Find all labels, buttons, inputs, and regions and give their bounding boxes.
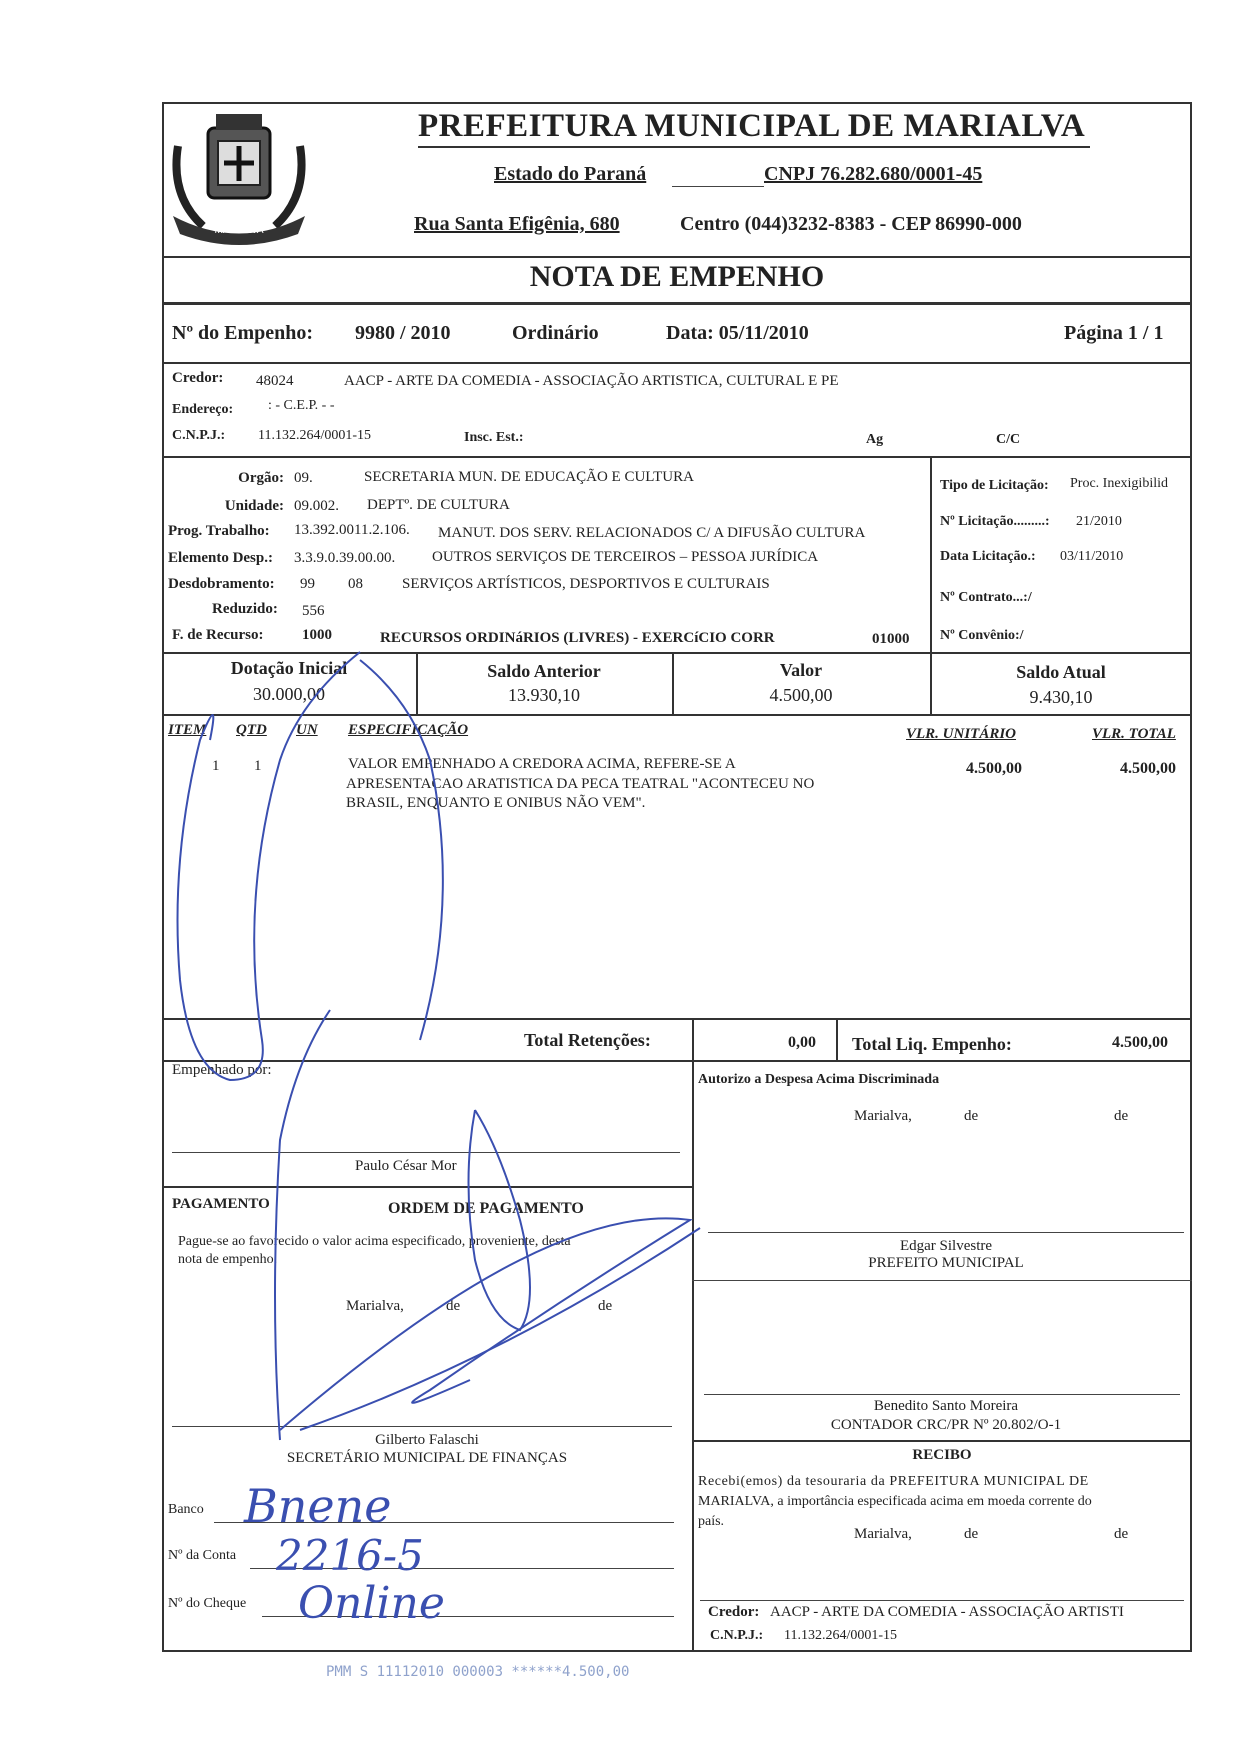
col-vlr-unitario: VLR. UNITÁRIO (906, 726, 1017, 742)
reduzido-label: Reduzido: (212, 601, 278, 617)
empenhado-label: Empenhado por: (172, 1062, 272, 1078)
orgao-label: Orgão: (238, 470, 284, 486)
item-vlr-unitario: 4.500,00 (966, 760, 1022, 777)
orgao-code: 09. (294, 470, 313, 486)
saldo-anterior-label: Saldo Anterior (487, 661, 601, 681)
state-label: Estado do Paraná (494, 163, 647, 185)
page-title: PREFEITURA MUNICIPAL DE MARIALVA (418, 108, 1086, 144)
address-label: Rua Santa Efigênia, 680 (414, 213, 620, 235)
unidade-code: 09.002. (294, 498, 339, 514)
orgao-name: SECRETARIA MUN. DE EDUCAÇÃO E CULTURA (364, 469, 694, 485)
desdobramento-sub: 08 (348, 576, 363, 592)
insc-est-label: Insc. Est.: (464, 430, 524, 445)
recibo-de: de (964, 1526, 979, 1542)
pagamento-de: de (598, 1298, 613, 1314)
contador-title: CONTADOR CRC/PR Nº 20.802/O-1 (830, 1417, 1062, 1433)
contador-name: Benedito Santo Moreira (873, 1398, 1019, 1414)
conta-label: Nº da Conta (168, 1548, 237, 1563)
recibo-text: MARIALVA, a importância especificada acima em moeda corrente do (698, 1494, 1092, 1509)
credor-code: 48024 (256, 373, 294, 389)
secretario-title: SECRETÁRIO MUNICIPAL DE FINANÇAS (286, 1450, 568, 1466)
prefeito-name: Edgar Silvestre (899, 1238, 993, 1254)
retencoes-label: Total Retenções: (524, 1030, 651, 1050)
autorizo-de: de (1114, 1108, 1129, 1124)
recibo-cnpj-label: C.N.P.J.: (710, 1628, 764, 1643)
pagamento-city: Marialva, (346, 1298, 404, 1314)
autorizo-de: de (964, 1108, 979, 1124)
handwritten-conta: 2216-5 (276, 1531, 424, 1580)
credor-name: AACP - ARTE DA COMEDIA - ASSOCIAÇÃO ARTISTICA, CULTURAL E PE (344, 373, 839, 389)
elemento-name: OUTROS SERVIÇOS DE TERCEIROS – PESSOA JURÍDICA (432, 549, 819, 565)
ag-label: Ag (866, 432, 884, 447)
svg-text:MARIALVA: MARIALVA (214, 225, 264, 236)
cc-label: C/C (996, 432, 1021, 447)
ordem-pagamento-label: ORDEM DE PAGAMENTO (388, 1200, 584, 1217)
col-especificacao: ESPECIFICAÇÃO (348, 722, 469, 738)
desdobramento-code: 99 (300, 576, 315, 592)
num-licitacao-label: Nº Licitação.........: (940, 514, 1050, 529)
recibo-text: Recebi(emos) da tesouraria da PREFEITURA MUNICIPAL DE (698, 1474, 1089, 1489)
col-qtd: QTD (236, 722, 267, 738)
recibo-city: Marialva, (854, 1526, 912, 1542)
valor-value: 4.500,00 (769, 685, 833, 705)
item-desc-line: BRASIL, ENQUANTO E ONIBUS NÃO VEM". (346, 795, 646, 811)
cheque-label: Nº do Cheque (168, 1596, 247, 1611)
recurso-code: 1000 (302, 627, 332, 643)
elemento-label: Elemento Desp.: (168, 550, 273, 566)
doc-title: NOTA DE EMPENHO (529, 260, 825, 293)
data-licitacao-label: Data Licitação.: (940, 549, 1036, 564)
unidade-label: Unidade: (224, 498, 284, 514)
recurso-label: F. de Recurso: (172, 627, 264, 643)
empenho-date: Data: 05/11/2010 (666, 322, 809, 344)
cnpj-credor-label: C.N.P.J.: (172, 428, 226, 443)
recibo-cnpj-value: 11.132.264/0001-15 (784, 1628, 898, 1643)
dotacao-label: Dotação Inicial (230, 658, 348, 678)
banco-label: Banco (168, 1502, 204, 1517)
pagamento-de: de (446, 1298, 461, 1314)
cnpj-label: CNPJ 76.282.680/0001-45 (764, 163, 983, 185)
recibo-de: de (1114, 1526, 1129, 1542)
payment-stamp: PMM S 11112010 000003 ******4.500,00 (326, 1664, 630, 1680)
item-vlr-total: 4.500,00 (1120, 760, 1176, 777)
recibo-title: RECIBO (912, 1447, 972, 1463)
recibo-text: país. (698, 1514, 725, 1529)
pagamento-label: PAGAMENTO (172, 1196, 270, 1212)
endereco-label: Endereço: (172, 402, 234, 417)
saldo-anterior-value: 13.930,10 (508, 685, 580, 705)
liq-empenho-value: 4.500,00 (1112, 1034, 1168, 1051)
recibo-credor-label: Credor: (708, 1604, 760, 1620)
secretario-name: Gilberto Falaschi (375, 1432, 479, 1448)
item-number: 1 (212, 758, 220, 774)
reduzido-value: 556 (302, 603, 325, 619)
desdobramento-label: Desdobramento: (168, 576, 275, 592)
desdobramento-name: SERVIÇOS ARTÍSTICOS, DESPORTIVOS E CULTURAIS (402, 576, 770, 592)
credor-label: Credor: (172, 370, 224, 386)
empenho-type: Ordinário (512, 322, 599, 344)
pague-text: nota de empenho. (178, 1252, 278, 1267)
item-desc-line: VALOR EMPENHADO A CREDORA ACIMA, REFERE-SE A (348, 756, 736, 772)
empenho-number: 9980 / 2010 (355, 322, 451, 344)
empenhado-name: Paulo César Mor (355, 1158, 457, 1174)
unidade-name: DEPTº. DE CULTURA (367, 497, 510, 513)
data-licitacao-value: 03/11/2010 (1060, 549, 1124, 564)
liq-empenho-label: Total Liq. Empenho: (852, 1034, 1012, 1054)
valor-label: Valor (779, 660, 823, 680)
saldo-atual-value: 9.430,10 (1029, 687, 1093, 707)
recurso-name: RECURSOS ORDINáRIOS (LIVRES) - EXERCíCIO CORR (380, 630, 775, 646)
col-item: ITEM (168, 722, 207, 738)
item-qtd: 1 (254, 758, 262, 774)
elemento-code: 3.3.9.0.39.00.00. (294, 550, 396, 566)
cnpj-credor-value: 11.132.264/0001-15 (258, 428, 372, 443)
contrato-label: Nº Contrato...:/ (940, 590, 1032, 605)
item-desc-line: APRESENTACAO ARATISTICA DA PECA TEATRAL "ACONTECEU NO (346, 776, 815, 792)
autorizo-text: Autorizo a Despesa Acima Discriminada (698, 1072, 940, 1087)
pague-text: Pague-se ao favorecido o valor acima especificado, proveniente, desta (178, 1234, 571, 1249)
col-un: UN (296, 722, 318, 738)
autorizo-city: Marialva, (854, 1108, 912, 1124)
contact-label: Centro (044)3232-8383 - CEP 86990-000 (680, 213, 1022, 235)
dotacao-value: 30.000,00 (253, 684, 325, 704)
tipo-licitacao-label: Tipo de Licitação: (940, 478, 1049, 493)
page-number: Página 1 / 1 (1064, 322, 1164, 344)
empenho-label: Nº do Empenho: (172, 322, 314, 344)
prog-code: 13.392.0011.2.106. (294, 522, 410, 538)
handwritten-banco: Bnene (244, 1479, 392, 1533)
num-licitacao-value: 21/2010 (1076, 514, 1122, 529)
recurso-suffix: 01000 (872, 631, 910, 647)
col-vlr-total: VLR. TOTAL (1092, 726, 1176, 742)
retencoes-value: 0,00 (788, 1034, 816, 1051)
prog-label: Prog. Trabalho: (168, 523, 270, 539)
prog-name: MANUT. DOS SERV. RELACIONADOS C/ A DIFUSÃO CULTURA (438, 525, 866, 541)
saldo-atual-label: Saldo Atual (1016, 662, 1106, 682)
handwritten-cheque: Online (298, 1578, 445, 1629)
convenio-label: Nº Convênio:/ (940, 628, 1024, 643)
endereco-value: : - C.E.P. - - (268, 398, 335, 413)
prefeito-title: PREFEITO MUNICIPAL (868, 1255, 1024, 1271)
recibo-credor-value: AACP - ARTE DA COMEDIA - ASSOCIAÇÃO ARTISTI (770, 1604, 1124, 1620)
tipo-licitacao-value: Proc. Inexigibilid (1070, 476, 1168, 491)
